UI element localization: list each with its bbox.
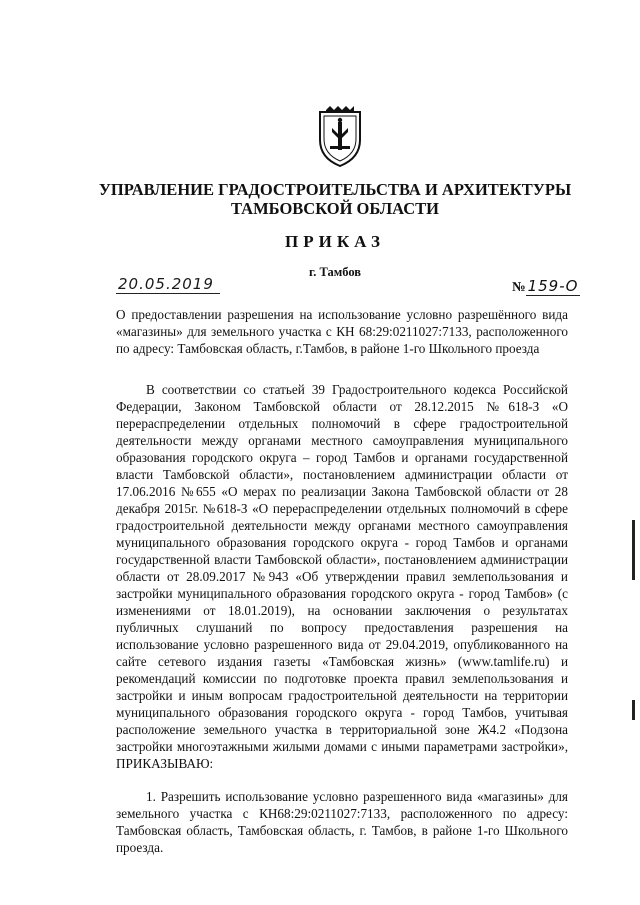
preamble-paragraph: В соответствии со статьей 39 Градостроительного кодекса Российской Федерации, Законом Тамбовской области от 28.12.2015 №618-З «О перераспределении отдельных полномочий в сфере градостроительной деятельности между органами местного самоуправления муниципального образования городского округа – город Тамбов и органами государственной власти Тамбовской области», постановлением администрации области от 17.06.2016 №655 «О мерах по реализации Закона Тамбовской области от 28 декабря 2015г. №618-З «О перераспределении отдельных полномочий в сфере градостроительной деятельности между органами местного самоуправления муниципального образования городского округа - город Тамбов и органами государственной власти Тамбовской области», постановлением администрации области от 28.09.2017 №943 «Об утверждении правил землепользования и застройки муниципального образования городского округа - город Тамбов» (с изменениями от 18.01.2019), на основании заключения о результатах публичных слушаний по вопросу предоставления разрешения на использование условно разрешенного вида от 29.04.2019, опубликованного на сайте сетевого издания газеты «Тамбовская жизнь» (www.tamlife.ru) и рекомендаций комиссии по подготовке проекта правил землепользования и застройки и иным вопросам градостроительной деятельности на территории муниципального образования городского округа - город Тамбов, учитывая расположение земельного участка в территориальной зоне Ж4.2 «Подзона застройки многоэтажными жилыми домами с иными параметрами застройки», ПРИКАЗЫВАЮ:	[116, 382, 568, 771]
scan-margin-mark	[632, 700, 635, 720]
scan-margin-mark	[632, 520, 635, 580]
order-number	[512, 277, 580, 295]
city-label: г. Тамбов	[308, 265, 362, 279]
order-date: 20.05.2019	[116, 275, 220, 294]
order-number-value: 159-О	[527, 277, 579, 295]
organization-title: УПРАВЛЕНИЕ ГРАДОСТРОИТЕЛЬСТВА И АРХИТЕКТУРЫ ТАМБОВСКОЙ ОБЛАСТИ	[98, 180, 572, 218]
coat-of-arms-icon	[316, 106, 364, 168]
order-number-prefix: №	[512, 279, 526, 294]
order-body	[116, 381, 568, 872]
order-subject: О предоставлении разрешения на использование условно разрешённого вида «магазины» для земельного участка с КН 68:29:0211027:7133, расположенного по адресу: Тамбовская область, г.Тамбов, в районе 1-го Школьного проезда	[116, 307, 568, 356]
order-item-1: 1. Разрешить использование условно разрешенного вида «магазины» для земельного участка с КН68:29:0211027:7133, расположенного по адресу: Тамбовская область, Тамбовская область, г. Тамбов, в районе 1-го Школьного проезда.	[116, 789, 568, 855]
document-type: ПРИКАЗ	[285, 232, 385, 251]
